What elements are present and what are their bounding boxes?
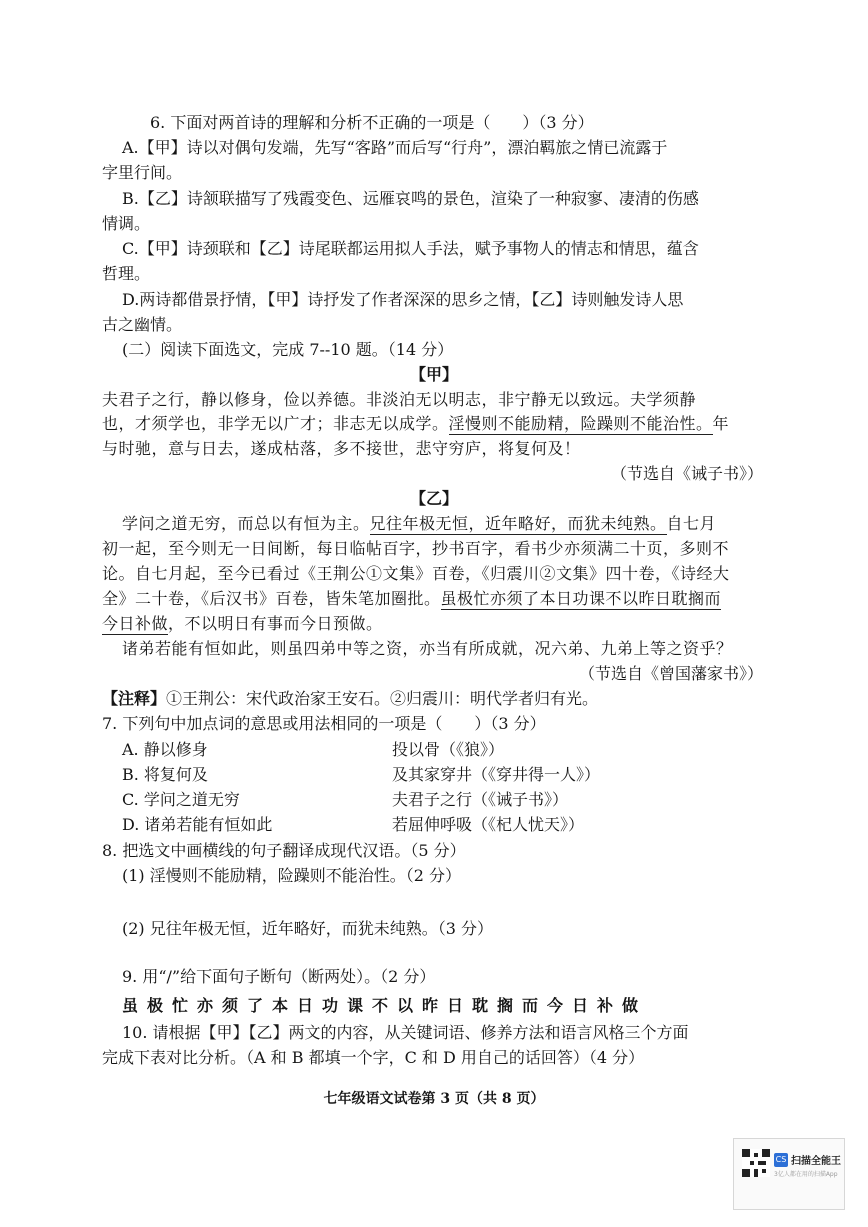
passage-yi-line2: 初一起，至今则无一日间断，每日临帖百字，抄书百字，看书少亦须满二十页，多则不	[102, 539, 730, 558]
underlined-sentence-yi-2: 虽极忙亦须了本日功课不以昨日耽搁而	[440, 589, 722, 608]
passage-yi-label: 【乙】	[409, 489, 458, 508]
underlined-sentence-jia: 淫慢则不能励精，险躁则不能治性。	[448, 414, 713, 433]
passage-yi-line3: 论。自七月起，至今已看过《王荆公①文集》百卷，《归震川②文集》四十卷，《诗经大	[102, 564, 730, 583]
q8-sub-1: (1) 淫慢则不能励精，险躁则不能治性。（2 分）	[122, 866, 462, 885]
q6-option-c-cont: 哲理。	[102, 264, 151, 283]
scanner-watermark	[733, 1138, 845, 1210]
q7-a-right: 投以骨（《狼》）	[392, 740, 505, 759]
page-footer: 七年级语文试卷第 3 页（共 8 页）	[323, 1091, 545, 1107]
q6-option-b-cont: 情调。	[102, 214, 151, 233]
annotation-label: 【注释】	[102, 689, 167, 708]
q6-option-a-cont: 字里行间。	[102, 163, 183, 182]
q6-stem: 6. 下面对两首诗的理解和分析不正确的一项是（ ）（3 分）	[150, 113, 594, 132]
annotation-text: ①王荆公：宋代政治家王安石。②归震川：明代学者归有光。	[166, 689, 599, 708]
passage-yi-text-end: 自七月	[666, 514, 717, 533]
q6-option-c: C.【甲】诗颈联和【乙】诗尾联都运用拟人手法，赋予事物人的情志和情思，蕴含	[122, 239, 699, 258]
q7-c-left: C. 学问之道无穷	[122, 790, 240, 809]
q7-d-left: D. 诸弟若能有恒如此	[122, 815, 273, 834]
passage-yi-text: 学问之道无穷，而总以有恒为主。	[122, 514, 370, 533]
q8-sub-2: (2) 兄往年极无恒，近年略好，而犹未纯熟。（3 分）	[122, 919, 494, 938]
passage-yi-text-5: ，不以明日有事而今日预做。	[168, 614, 383, 633]
passage-yi-line1	[122, 513, 716, 535]
passage-yi-line6: 诸弟若能有恒如此，则虽四弟中等之资，亦当有所成就，况六弟、九弟上等之资乎？	[122, 639, 733, 658]
underlined-sentence-yi: 兄往年极无恒，近年略好，而犹未纯熟。	[369, 514, 667, 533]
passage-yi-source: （节选自《曾国藩家书》）	[578, 664, 763, 683]
q8-stem: 8. 把选文中画横线的句子翻译成现代汉语。（5 分）	[102, 841, 466, 860]
section2-heading: (二）阅读下面选文，完成 7--10 题。（14 分）	[122, 340, 454, 359]
passage-yi-line5	[102, 613, 383, 635]
passage-jia-label: 【甲】	[409, 365, 458, 384]
q7-b-left: B. 将复何及	[122, 765, 208, 784]
q10-line2: 完成下表对比分析。（A 和 B 都填一个字，C 和 D 用自己的话回答）（4 分）	[102, 1048, 645, 1067]
scanner-app-name: 扫描全能王	[791, 1156, 841, 1167]
passage-yi-text-4: 全》二十卷，《后汉书》百卷，皆朱笔加圈批。	[102, 589, 441, 608]
q7-stem: 7. 下列句中加点词的意思或用法相同的一项是（ ）（3 分）	[102, 714, 546, 733]
q7-b-right: 及其家穿井（《穿井得一人》）	[392, 765, 601, 784]
q9-sentence: 虽极忙亦须了本日功课不以昨日耽搁而今日补做	[122, 996, 648, 1015]
q9-stem: 9. 用“/”给下面句子断句（断两处）。（2 分）	[122, 967, 436, 986]
q6-option-a: A.【甲】诗以对偶句发端，先写“客路”而后写“行舟”，漂泊羁旅之情已流露于	[122, 138, 668, 157]
q6-option-b: B.【乙】诗颔联描写了残霞变色、远雁哀鸣的景色，渲染了一种寂寥、凄清的伤感	[122, 189, 699, 208]
q10-line1: 10. 请根据【甲】【乙】两文的内容，从关键词语、修养方法和语言风格三个方面	[122, 1023, 689, 1042]
annotation	[102, 688, 598, 710]
passage-jia-text-end: 年	[712, 414, 730, 433]
scanner-tagline: 3亿人都在用的扫描App	[774, 1171, 838, 1178]
q6-option-d: D.两诗都借景抒情，【甲】诗抒发了作者深深的思乡之情，【乙】诗则触发诗人思	[122, 290, 684, 309]
scanner-logo-icon: CS	[774, 1153, 788, 1167]
passage-jia-line3: 与时驰，意与日去，遂成枯落，多不接世，悲守穷庐，将复何及！	[102, 439, 581, 458]
passage-jia-line1: 夫君子之行，静以修身，俭以养德。非淡泊无以明志，非宁静无以致远。夫学须静	[102, 390, 697, 409]
passage-jia-source: （节选自《诫子书》）	[610, 464, 763, 483]
q7-c-right: 夫君子之行（《诫子书》）	[392, 790, 569, 809]
q7-a-left: A. 静以修身	[122, 740, 208, 759]
q6-option-d-cont: 古之幽情。	[102, 315, 183, 334]
q7-d-right: 若屈伸呼吸（《杞人忧天》）	[392, 815, 585, 834]
passage-yi-line4	[102, 588, 721, 610]
passage-jia-text: 也，才须学也，非学无以广才；非志无以成学。	[102, 414, 449, 433]
passage-jia-line2	[102, 413, 729, 435]
qr-code-icon	[742, 1149, 770, 1177]
underlined-sentence-yi-2-end: 今日补做	[102, 614, 169, 633]
